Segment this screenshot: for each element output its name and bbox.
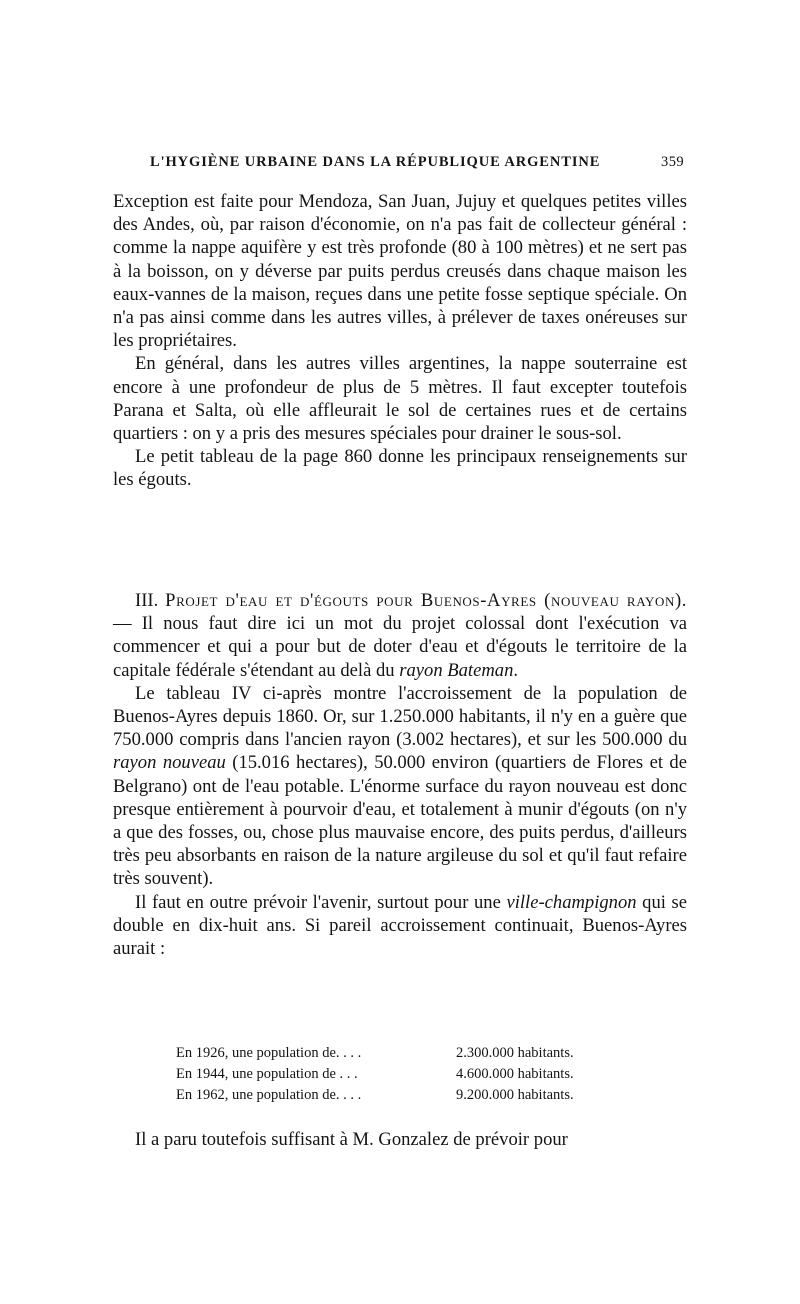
paragraph-avenir — [113, 891, 687, 961]
text-block-top — [113, 190, 687, 492]
section-italic: rayon Bateman — [399, 659, 514, 681]
paragraph-accroissement-b: (15.016 hectares), 50.000 environ (quartiers de Flores et de Belgrano) ont de l'eau potable. L'énorme surface du rayon nouveau est donc presque entièrement à pourvoir d'eau, et totalement à munir d'égouts (on n'y a que des fosses, ou, chose plus mauvaise encore, des puits perdus, d'ailleurs très peu absorbants en raison de la nature argileuse du sol et qu'il faut refaire très souvent). — [113, 752, 687, 890]
paragraph-gonzalez: Il a paru toutefois suffisant à M. Gonzalez de prévoir pour — [135, 1129, 568, 1150]
paragraph-avenir-a: Il faut en outre prévoir l'avenir, surtout pour une — [135, 891, 501, 913]
section-text-end: . — [513, 659, 519, 681]
table-row — [176, 1064, 626, 1085]
table-row-label: En 1962, une population de. . . . — [176, 1087, 362, 1103]
section-paragraph — [113, 589, 687, 682]
section-numeral: III. — [135, 590, 159, 611]
table-row-label: En 1944, une population de . . . — [176, 1066, 358, 1082]
running-head — [150, 150, 684, 174]
table-row — [176, 1043, 626, 1064]
table-row-label: En 1926, une population de. . . . — [176, 1045, 362, 1061]
section-title: Projet d'eau et d'égouts pour Buenos-Ayres (nouveau rayon). — [165, 590, 687, 611]
paragraph-avenir-italic: ville-champignon — [506, 891, 637, 913]
paragraph-tableau: Le petit tableau de la page 860 donne les principaux renseignements sur les égouts. — [113, 446, 687, 491]
text-block-bottom — [113, 1128, 687, 1151]
table-row — [176, 1085, 626, 1106]
projection-table — [176, 1043, 626, 1106]
paragraph-avenir-b: qui se double en dix-huit ans. Si pareil accroissement continuait, Buenos-Ayres aurait : — [113, 891, 688, 960]
section-text: — Il nous faut dire ici un mot du projet colossal dont l'exécution va commencer et qui a pour but de doter d'eau et d'égouts le territoire de la capitale fédérale s'étendant au delà du — [113, 613, 687, 681]
paragraph-accroissement-a: Le tableau IV ci-après montre l'accroissement de la population de Buenos-Ayres depuis 1860. Or, sur 1.250.000 habitants, il n'y en a guère que 750.000 compris dans l'ancien rayon (3.002 hectares), et sur les 500.000 du — [113, 682, 687, 751]
table-row-value: 4.600.000 habitants. — [456, 1066, 574, 1082]
paragraph-accroissement — [113, 682, 687, 891]
page-number: 359 — [661, 153, 684, 170]
text-block-section — [113, 589, 687, 960]
paragraph-nappe: En général, dans les autres villes argentines, la nappe souterraine est encore à une profondeur de plus de 5 mètres. Il faut excepter toutefois Parana et Salta, où elle affleurait le sol de certaines rues et de certains quartiers : on y a pris des mesures spéciales pour drainer le sous-sol. — [113, 353, 687, 445]
paragraph-accroissement-italic: rayon nouveau — [113, 752, 226, 774]
table-row-value: 9.200.000 habitants. — [456, 1087, 574, 1103]
paragraph-mendoza: Exception est faite pour Mendoza, San Juan, Jujuy et quelques petites villes des Andes, où, par raison d'économie, on n'a pas fait de collecteur général : comme la nappe aquifère y est très profonde (80 à 100 mètres) et ne sert pas à la boisson, on y déverse par puits perdus creusés dans chaque maison les eaux-vannes de la maison, reçues dans une petite fosse septique spéciale. On n'a pas ainsi comme dans les autres villes, à prélever de taxes onéreuses sur les propriétaires. — [113, 191, 687, 352]
running-title: L'HYGIÈNE URBAINE DANS LA RÉPUBLIQUE ARGENTINE — [150, 153, 601, 170]
table-row-value: 2.300.000 habitants. — [456, 1045, 574, 1061]
